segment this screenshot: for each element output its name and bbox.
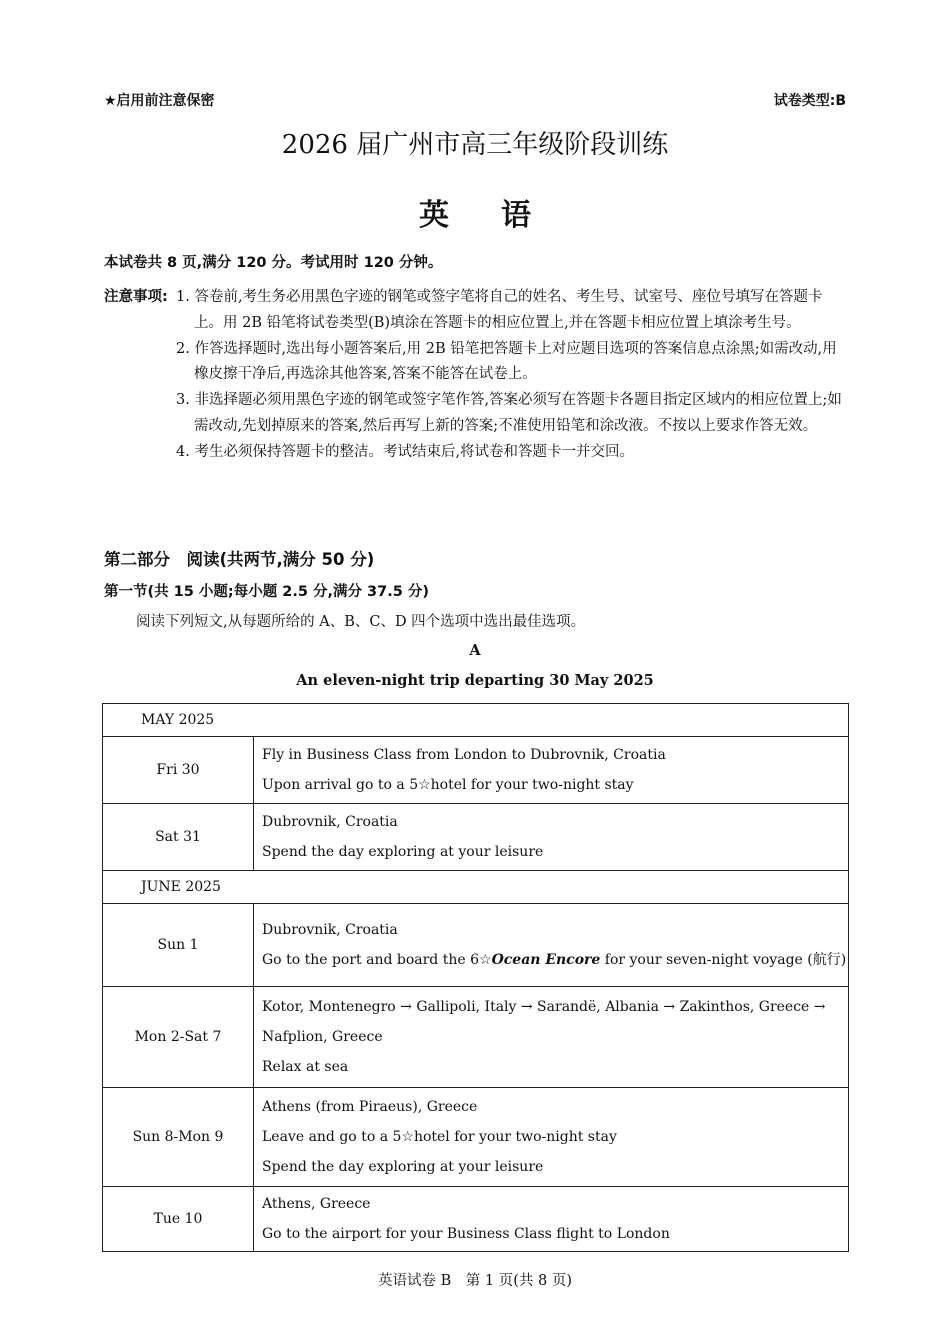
date-cell: Tue 10 xyxy=(103,1187,254,1252)
voyage-text: Go to the port and board the 6☆ xyxy=(262,952,492,968)
itinerary-table xyxy=(102,703,849,1252)
table-row xyxy=(103,804,849,871)
table-row xyxy=(103,704,849,737)
detail-line: Spend the day exploring at your leisure xyxy=(262,1159,544,1175)
paper-type: 试卷类型:B xyxy=(773,93,846,109)
table-row xyxy=(103,871,849,904)
detail-cell xyxy=(254,804,849,871)
note-item: 4. 考生必须保持答题卡的整洁。考试结束后,将试卷和答题卡一并交回。 xyxy=(176,443,635,460)
detail-cell xyxy=(254,987,849,1088)
detail-line: Athens, Greece xyxy=(262,1196,371,1212)
note-item: 2. 作答选择题时,选出每小题答案后,用 2B 铅笔把答题卡上对应题目选项的答案信息点涂黑;如需改动,用橡皮擦干净后,再选涂其他答案,答案不能答在试卷上。 xyxy=(176,340,837,383)
detail-line: Dubrovnik, Croatia xyxy=(262,922,398,938)
detail-cell xyxy=(254,904,849,987)
detail-line: Dubrovnik, Croatia xyxy=(262,814,398,830)
passage-letter: A xyxy=(469,642,481,659)
table-row xyxy=(103,737,849,804)
detail-cell xyxy=(254,737,849,804)
table-row xyxy=(103,904,849,987)
date-cell: Sun 1 xyxy=(103,904,254,987)
ship-name: Ocean Encore xyxy=(491,952,601,968)
detail-cell xyxy=(254,1187,849,1252)
detail-line: Athens (from Piraeus), Greece xyxy=(262,1099,478,1115)
reading-instruction: 阅读下列短文,从每题所给的 A、B、C、D 四个选项中选出最佳选项。 xyxy=(136,614,586,630)
part-title: 第二部分 阅读(共两节,满分 50 分) xyxy=(104,550,375,569)
voyage-text: for your seven-night voyage (航行) xyxy=(600,952,847,968)
month-header: MAY 2025 xyxy=(103,704,849,737)
date-cell: Sat 31 xyxy=(103,804,254,871)
detail-line: Nafplion, Greece xyxy=(262,1029,383,1045)
exam-title: 2026 届广州市高三年级阶段训练 xyxy=(281,130,669,160)
page-footer: 英语试卷 B 第 1 页(共 8 页) xyxy=(378,1273,572,1289)
detail-line xyxy=(262,945,848,975)
exam-info: 本试卷共 8 页,满分 120 分。考试用时 120 分钟。 xyxy=(104,255,443,271)
detail-line: Upon arrival go to a 5☆hotel for your two-night stay xyxy=(262,777,634,793)
subject-title: 英语 xyxy=(419,198,583,233)
detail-line: Kotor, Montenegro → Gallipoli, Italy → Sarandë, Albania → Zakinthos, Greece → xyxy=(262,999,826,1015)
detail-line: Fly in Business Class from London to Dubrovnik, Croatia xyxy=(262,747,666,763)
table-row xyxy=(103,1088,849,1187)
note-item: 3. 非选择题必须用黑色字迹的钢笔或签字笔作答,答案必须写在答题卡各题目指定区域内的相应位置上;如需改动,先划掉原来的答案,然后再写上新的答案;不准使用铅笔和涂改液。不按以上要求作答无效。 xyxy=(176,392,842,434)
table-row xyxy=(103,987,849,1088)
month-header: JUNE 2025 xyxy=(103,871,849,904)
detail-line: Relax at sea xyxy=(262,1059,349,1075)
date-cell: Fri 30 xyxy=(103,737,254,804)
detail-cell xyxy=(254,1088,849,1187)
detail-line: Go to the airport for your Business Class flight to London xyxy=(262,1226,670,1242)
passage-title: An eleven-night trip departing 30 May 2025 xyxy=(296,672,654,689)
confidential-notice: ★启用前注意保密 xyxy=(104,93,215,109)
section-title: 第一节(共 15 小题;每小题 2.5 分,满分 37.5 分) xyxy=(104,584,429,600)
notes-block xyxy=(104,285,850,466)
note-item: 1. 答卷前,考生务必用黑色字迹的钢笔或签字笔将自己的姓名、考生号、试室号、座位号填写在答题卡上。用 2B 铅笔将试卷类型(B)填涂在答题卡的相应位置上,并在答题卡相应位置上填涂考生号。 xyxy=(176,289,823,331)
table-row xyxy=(103,1187,849,1252)
detail-line: Spend the day exploring at your leisure xyxy=(262,844,544,860)
date-cell: Sun 8-Mon 9 xyxy=(103,1088,254,1187)
date-cell: Mon 2-Sat 7 xyxy=(103,987,254,1088)
detail-line: Leave and go to a 5☆hotel for your two-night stay xyxy=(262,1129,617,1145)
notes-label: 注意事项: xyxy=(104,289,168,305)
